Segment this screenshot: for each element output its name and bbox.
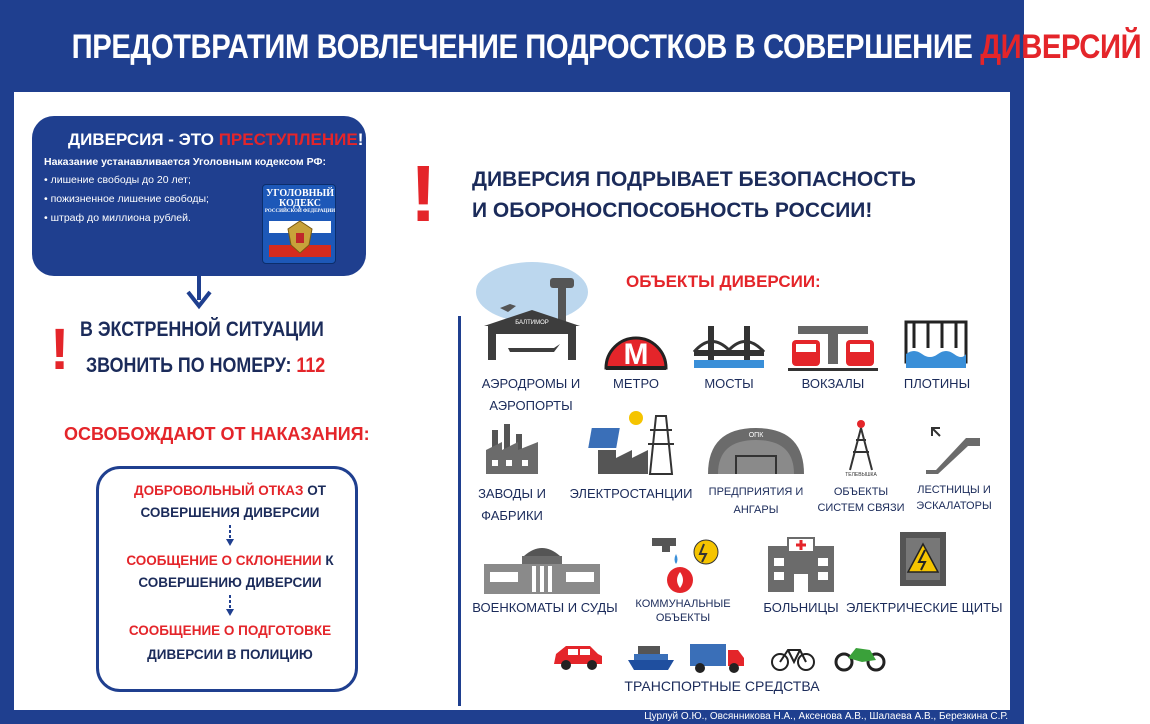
label-power-plants: ЭЛЕКТРОСТАНЦИИ bbox=[569, 486, 693, 501]
footer-authors: Цурлуй О.Ю., Овсянникова Н.А., Аксенова А.В., Шалаева А.В., Березкина С.Р. bbox=[644, 711, 1008, 722]
label-utilities-2: ОБЪЕКТЫ bbox=[655, 612, 711, 624]
train-station-icon bbox=[788, 322, 878, 372]
label-metro: МЕТРО bbox=[613, 376, 659, 391]
dotted-arrow-icon bbox=[225, 595, 235, 617]
title-highlight: ДИВЕРСИЙ bbox=[980, 28, 1142, 66]
title-main: ПРЕДОТВРАТИМ ВОВЛЕЧЕНИЕ ПОДРОСТКОВ В СОВЕРШЕНИЕ bbox=[71, 28, 981, 66]
label-factories-2: ФАБРИКИ bbox=[481, 508, 543, 523]
ship-icon bbox=[626, 642, 676, 672]
escalator-icon bbox=[922, 424, 984, 474]
punishment-item: • пожизненное лишение свободы; bbox=[44, 193, 209, 205]
label-stations: ВОКЗАЛЫ bbox=[801, 376, 865, 391]
exemption-item: ДОБРОВОЛЬНЫЙ ОТКАЗ ОТ bbox=[133, 483, 326, 498]
metro-icon bbox=[602, 322, 670, 372]
motorcycle-icon bbox=[832, 640, 888, 672]
label-factories: ЗАВОДЫ И bbox=[478, 486, 546, 501]
truck-icon bbox=[688, 640, 746, 674]
label-dams: ПЛОТИНЫ bbox=[903, 376, 971, 391]
hangar-sign: ОПК bbox=[748, 432, 764, 439]
electric-panel-icon bbox=[898, 530, 948, 588]
exemption-box bbox=[96, 466, 358, 692]
label-airports-2: АЭРОПОРТЫ bbox=[489, 398, 573, 413]
factory-icon bbox=[484, 420, 540, 474]
airport-sign: БАЛТИМОР bbox=[515, 320, 549, 326]
page-title bbox=[71, 28, 1150, 67]
label-comms: ОБЪЕКТЫ bbox=[833, 486, 889, 498]
coat-of-arms-icon bbox=[285, 219, 315, 255]
label-enterprises: ПРЕДПРИЯТИЯ И bbox=[708, 486, 804, 498]
hangar-icon bbox=[706, 424, 806, 476]
utilities-icon bbox=[646, 528, 722, 594]
metro-letter: M bbox=[623, 338, 649, 371]
exemption-item: СООБЩЕНИЕ О СКЛОНЕНИИ К bbox=[126, 553, 334, 568]
tv-tower-icon bbox=[838, 416, 884, 476]
emergency-line-1: В ЭКСТРЕННОЙ СИТУАЦИИ bbox=[80, 318, 324, 341]
crime-card-subtitle: Наказание устанавливается Уголовным кодексом РФ: bbox=[44, 156, 326, 168]
airport-icon bbox=[474, 256, 590, 364]
bridge-icon bbox=[694, 322, 764, 368]
exclamation-icon: ! bbox=[50, 317, 70, 382]
objects-heading: ОБЪЕКТЫ ДИВЕРСИИ: bbox=[626, 272, 821, 291]
book-subtitle: РОССИЙСКОЙ ФЕДЕРАЦИИ bbox=[264, 209, 336, 214]
hospital-icon bbox=[766, 536, 836, 592]
exclamation-icon: ! bbox=[410, 149, 437, 238]
dam-icon bbox=[902, 318, 970, 372]
punishment-list bbox=[44, 174, 209, 231]
label-military: ВОЕНКОМАТЫ И СУДЫ bbox=[472, 600, 618, 615]
exemption-item-line2: СОВЕРШЕНИЮ ДИВЕРСИИ bbox=[138, 575, 322, 590]
label-stairs: ЛЕСТНИЦЫ И bbox=[917, 484, 991, 496]
danger-line-2: И ОБОРОНОСПОСОБНОСТЬ РОССИИ! bbox=[472, 199, 873, 222]
exemption-item-line2: ДИВЕРСИИ В ПОЛИЦИЮ bbox=[147, 647, 313, 662]
power-plant-icon bbox=[592, 404, 682, 476]
label-hospitals: БОЛЬНИЦЫ bbox=[763, 600, 839, 615]
emergency-line-2: ЗВОНИТЬ ПО НОМЕРУ: 112 bbox=[86, 354, 326, 377]
exemption-heading: ОСВОБОЖДАЮТ ОТ НАКАЗАНИЯ: bbox=[64, 424, 370, 444]
divider bbox=[458, 316, 461, 706]
exemption-item: СООБЩЕНИЕ О ПОДГОТОВКЕ bbox=[128, 623, 332, 638]
label-stairs-2: ЭСКАЛАТОРЫ bbox=[916, 500, 992, 512]
punishment-item: • лишение свободы до 20 лет; bbox=[44, 174, 209, 186]
label-enterprises-2: АНГАРЫ bbox=[733, 504, 779, 516]
label-transport: ТРАНСПОРТНЫЕ СРЕДСТВА bbox=[624, 678, 820, 694]
tower-sign: ТЕЛЕВЫШКА bbox=[845, 472, 877, 478]
bicycle-icon bbox=[770, 642, 816, 672]
car-icon bbox=[552, 642, 604, 672]
label-airports: АЭРОДРОМЫ И bbox=[481, 376, 581, 391]
punishment-item: • штраф до миллиона рублей. bbox=[44, 212, 209, 224]
dotted-arrow-icon bbox=[225, 525, 235, 547]
label-bridges: МОСТЫ bbox=[704, 376, 754, 391]
exemption-item-line2: СОВЕРШЕНИЯ ДИВЕРСИИ bbox=[140, 505, 320, 520]
courthouse-icon bbox=[482, 538, 602, 594]
label-comms-2: СИСТЕМ СВЯЗИ bbox=[817, 502, 905, 514]
label-panels: ЭЛЕКТРИЧЕСКИЕ ЩИТЫ bbox=[846, 600, 1003, 615]
criminal-code-book-icon bbox=[262, 184, 336, 264]
arrow-down-icon bbox=[186, 276, 212, 310]
book-title: УГОЛОВНЫЙ КОДЕКС bbox=[265, 188, 334, 209]
crime-card-heading: ДИВЕРСИЯ - ЭТО ПРЕСТУПЛЕНИЕ! bbox=[68, 130, 364, 149]
crime-card bbox=[32, 116, 366, 276]
title-end: ! bbox=[1141, 28, 1150, 66]
emergency-number: 112 bbox=[296, 354, 326, 377]
label-utilities: КОММУНАЛЬНЫЕ bbox=[635, 598, 731, 610]
danger-line-1: ДИВЕРСИЯ ПОДРЫВАЕТ БЕЗОПАСНОСТЬ bbox=[472, 168, 916, 191]
